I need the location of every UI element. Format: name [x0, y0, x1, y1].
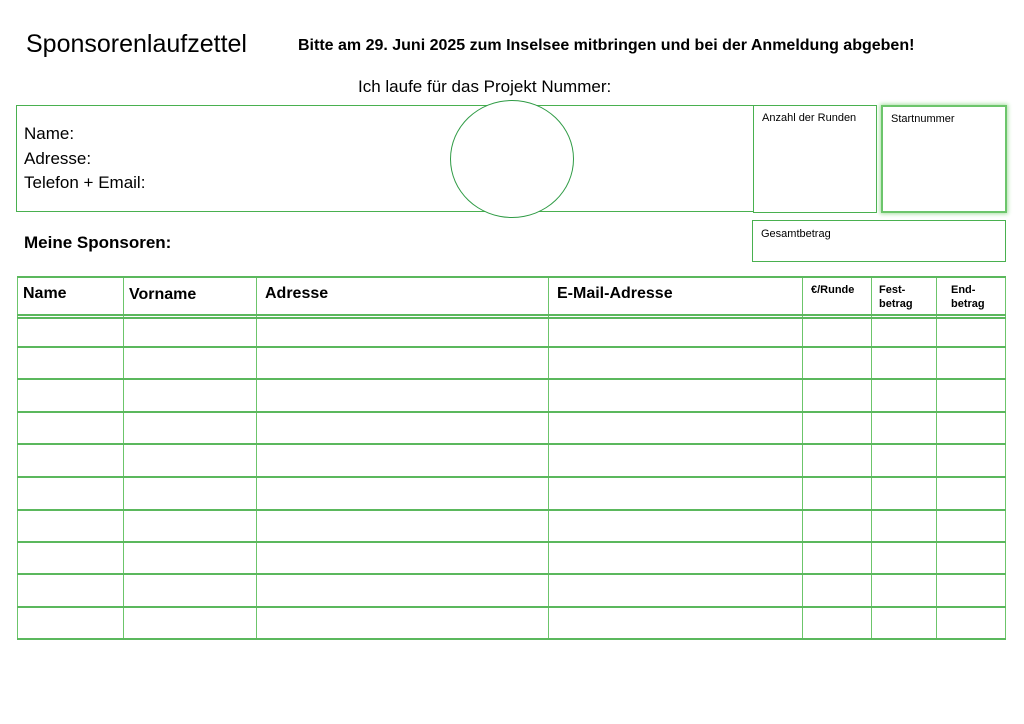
- header-separator: [17, 314, 1006, 316]
- table-row[interactable]: [17, 378, 1006, 380]
- column-header-name: Name: [23, 285, 67, 302]
- table-row[interactable]: [17, 573, 1006, 575]
- total-amount-box[interactable]: [752, 220, 1006, 262]
- table-bottom-line: [17, 638, 1006, 640]
- form-title: Sponsorenlaufzettel: [26, 30, 247, 58]
- table-top-line: [17, 276, 1006, 278]
- column-header-email: E-Mail-Adresse: [557, 285, 673, 302]
- column-header-final-amount: End-betrag: [951, 284, 985, 310]
- column-divider: [936, 276, 937, 640]
- runner-address-label: Adresse:: [24, 148, 92, 168]
- table-row[interactable]: [17, 443, 1006, 445]
- column-header-first-name: Vorname: [129, 286, 197, 303]
- table-row[interactable]: [17, 509, 1006, 511]
- header-separator: [17, 317, 1006, 319]
- table-row[interactable]: [17, 541, 1006, 543]
- column-divider: [123, 276, 124, 640]
- submission-instruction: Bitte am 29. Juni 2025 zum Inselsee mitbringen und bei der Anmeldung abgeben!: [298, 37, 915, 54]
- column-divider: [17, 276, 18, 640]
- column-header-fixed-amount: Fest-betrag: [879, 284, 913, 310]
- rounds-label: Anzahl der Runden: [762, 112, 857, 124]
- rounds-box[interactable]: [753, 105, 877, 213]
- runner-name-label: Name:: [24, 124, 75, 143]
- total-amount-label: Gesamtbetrag: [761, 228, 831, 240]
- start-number-box[interactable]: [881, 105, 1007, 213]
- column-divider: [802, 276, 803, 640]
- runner-contact-label: Telefon + Email:: [24, 173, 146, 192]
- column-divider: [871, 276, 872, 640]
- start-number-label: Startnummer: [891, 113, 955, 125]
- column-header-per-round: €/Runde: [811, 284, 855, 296]
- column-divider: [548, 276, 549, 640]
- table-row[interactable]: [17, 476, 1006, 478]
- column-divider: [1005, 276, 1006, 640]
- project-number-label: Ich laufe für das Projekt Nummer:: [358, 77, 612, 96]
- column-header-address: Adresse: [265, 285, 329, 302]
- table-row[interactable]: [17, 411, 1006, 413]
- table-row[interactable]: [17, 346, 1006, 348]
- column-divider: [256, 276, 257, 640]
- sponsors-heading: Meine Sponsoren:: [24, 233, 172, 252]
- table-row[interactable]: [17, 606, 1006, 608]
- project-number-circle[interactable]: [450, 100, 574, 218]
- runner-fields: [24, 122, 145, 196]
